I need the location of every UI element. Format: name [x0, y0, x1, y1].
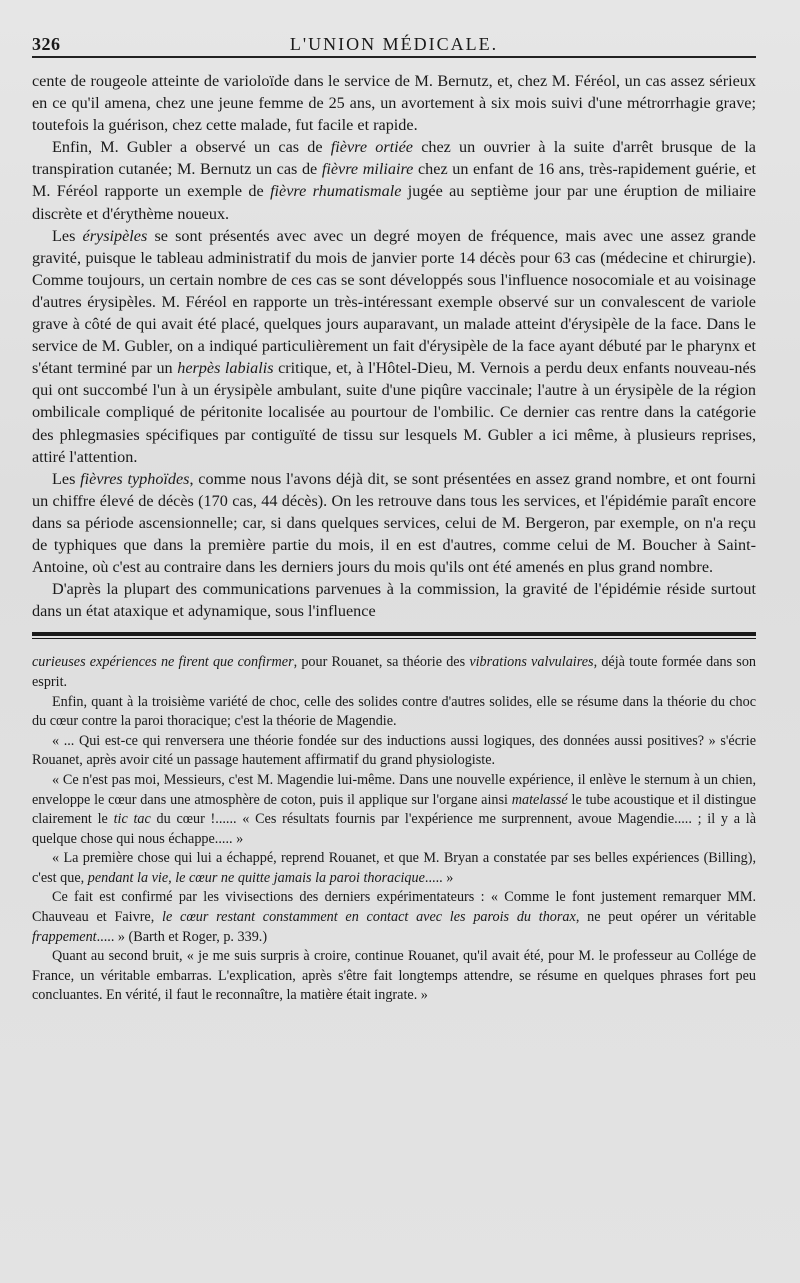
running-title: L'UNION MÉDICALE.: [289, 34, 499, 54]
paragraph: Enfin, M. Gubler a observé un cas de fièvre ortiée chez un ouvrier à la suite d'arrêt brusque de la transpiration cutanée; M. Bernutz un cas de fièvre miliaire chez un enfant de 16 ans, très-rapidement guérie, et M. Féréol rapporte un exemple de fièvre rhumatismale jugée au septième jour par une éruption de miliaire discrète et d'érythème noueux.: [32, 138, 757, 223]
footnote-paragraph: curieuses expériences ne firent que confirmer, pour Rouanet, sa théorie des vibrations valvulaires, déjà toute formée dans son esprit.: [32, 654, 757, 690]
main-text: [32, 70, 756, 622]
footnote-separator: [32, 632, 756, 639]
footnote-paragraph: Ce fait est confirmé par les vivisections des derniers expérimentateurs : « Comme le font justement remarquer MM. Chauveau et Faivre, le cœur restant constamment en contact avec les parois du thorax, ne peut opérer un véritable frappement..... » (Barth et Roger, p. 339.): [32, 889, 756, 945]
paragraph: Les érysipèles se sont présentés avec avec un degré moyen de fréquence, mais avec une assez grande gravité, puisque le tableau administratif du mois de janvier porte 14 décès pour 63 cas (médecine et chirurgie). Comme toujours, un certain nombre de ces cas se sont développés sous l'influence nosocomiale et au voisinage d'autres érysipèles. M. Féréol en rapporte un très-intéressant exemple observé sur un convalescent de variole grave à côté de qui avait été placé, quelques jours auparavant, un malade atteint d'érysipèle de la face. Dans le service de M. Gubler, on a indiqué particulièrement un fait d'érysipèle de la face ayant débuté par le pharynx et s'étant terminé par un herpès labialis critique, et, à l'Hôtel-Dieu, M. Vernois a perdu deux enfants nouveau-nés qui ont succombé l'un à un érysipèle ambulant, suite d'une piqûre vaccinale; l'autre à un érysipèle de la région ombilicale compliqué de péritonite localisée au pourtour de l'ombilic. Ce dernier cas rentre dans la catégorie des phlegmasies spécifiques par contiguïté de tissu sur lesquels M. Gubler a ici même, à plusieurs reprises, attiré l'attention.: [32, 226, 757, 466]
footnote-block: [32, 653, 756, 1006]
paragraph: D'après la plupart des communications parvenues à la commission, la gravité de l'épidémie réside surtout dans un état ataxique et adynamique, sous l'influence: [32, 580, 756, 621]
page-header: [32, 26, 756, 58]
footnote-paragraph: « Ce n'est pas moi, Messieurs, c'est M. Magendie lui-même. Dans une nouvelle expérience, il enlève le sternum à un chien, enveloppe le cœur dans une atmosphère de coton, puis il applique sur l'organe ainsi matelassé le tube acoustique et il distingue clairement le tic tac du cœur !...... « Ces résultats fournis par l'expérience me surprennent, avoue Magendie..... ; il y a là quelque chose qui nous échappe..... »: [32, 771, 756, 847]
paragraph: cente de rougeole atteinte de varioloïde dans le service de M. Bernutz, et, chez M. Féréol, un cas assez sérieux en ce qu'il amena, chez une jeune femme de 25 ans, un avortement à six mois suivi d'une métrorrhagie grave; toutefois la guérison, chez cette malade, fut facile et rapide.: [32, 72, 756, 135]
footnote-paragraph: « La première chose qui lui a échappé, reprend Rouanet, et que M. Bryan a constatée par ses belles expériences (Billing), c'est que, pendant la vie, le cœur ne quitte jamais la paroi thoracique..... »: [32, 850, 756, 886]
page-number: 326: [32, 34, 61, 54]
paragraph: Les fièvres typhoïdes, comme nous l'avons déjà dit, se sont présentées en assez grand nombre, et ont fourni un chiffre élevé de décès (170 cas, 44 décès). On les retrouve dans tous les services, et l'épidémie paraît encore dans sa période ascensionnelle; car, si dans quelques services, celui de M. Bergeron, par exemple, on n'a reçu de typhiques que dans la première partie du mois, il en est d'autres, comme celui de M. Boucher à Saint-Antoine, où c'est au contraire dans les derniers jours du mois qu'ils ont été amenés en plus grand nombre.: [32, 469, 756, 577]
footnote-paragraph: « ... Qui est-ce qui renversera une théorie fondée sur des inductions aussi logiques, des données aussi positives? » s'écrie Rouanet, après avoir cité un passage hautement affirmatif du grand physiologiste.: [32, 732, 756, 769]
footnote-paragraph: Enfin, quant à la troisième variété de choc, celle des solides contre d'autres solides, elle se résume dans la théorie du choc du cœur contre la paroi thoracique; c'est la théorie de Magendie.: [32, 693, 756, 730]
footnote-paragraph: Quant au second bruit, « je me suis surpris à croire, continue Rouanet, qu'il avait été, pour M. le professeur au Collége de France, un véritable embarras. L'explication, après s'être fait longtemps attendre, se résume en quelques phrases fort peu concluantes. En vérité, il faut le reconnaître, la matière était ingrate. »: [32, 948, 756, 1004]
